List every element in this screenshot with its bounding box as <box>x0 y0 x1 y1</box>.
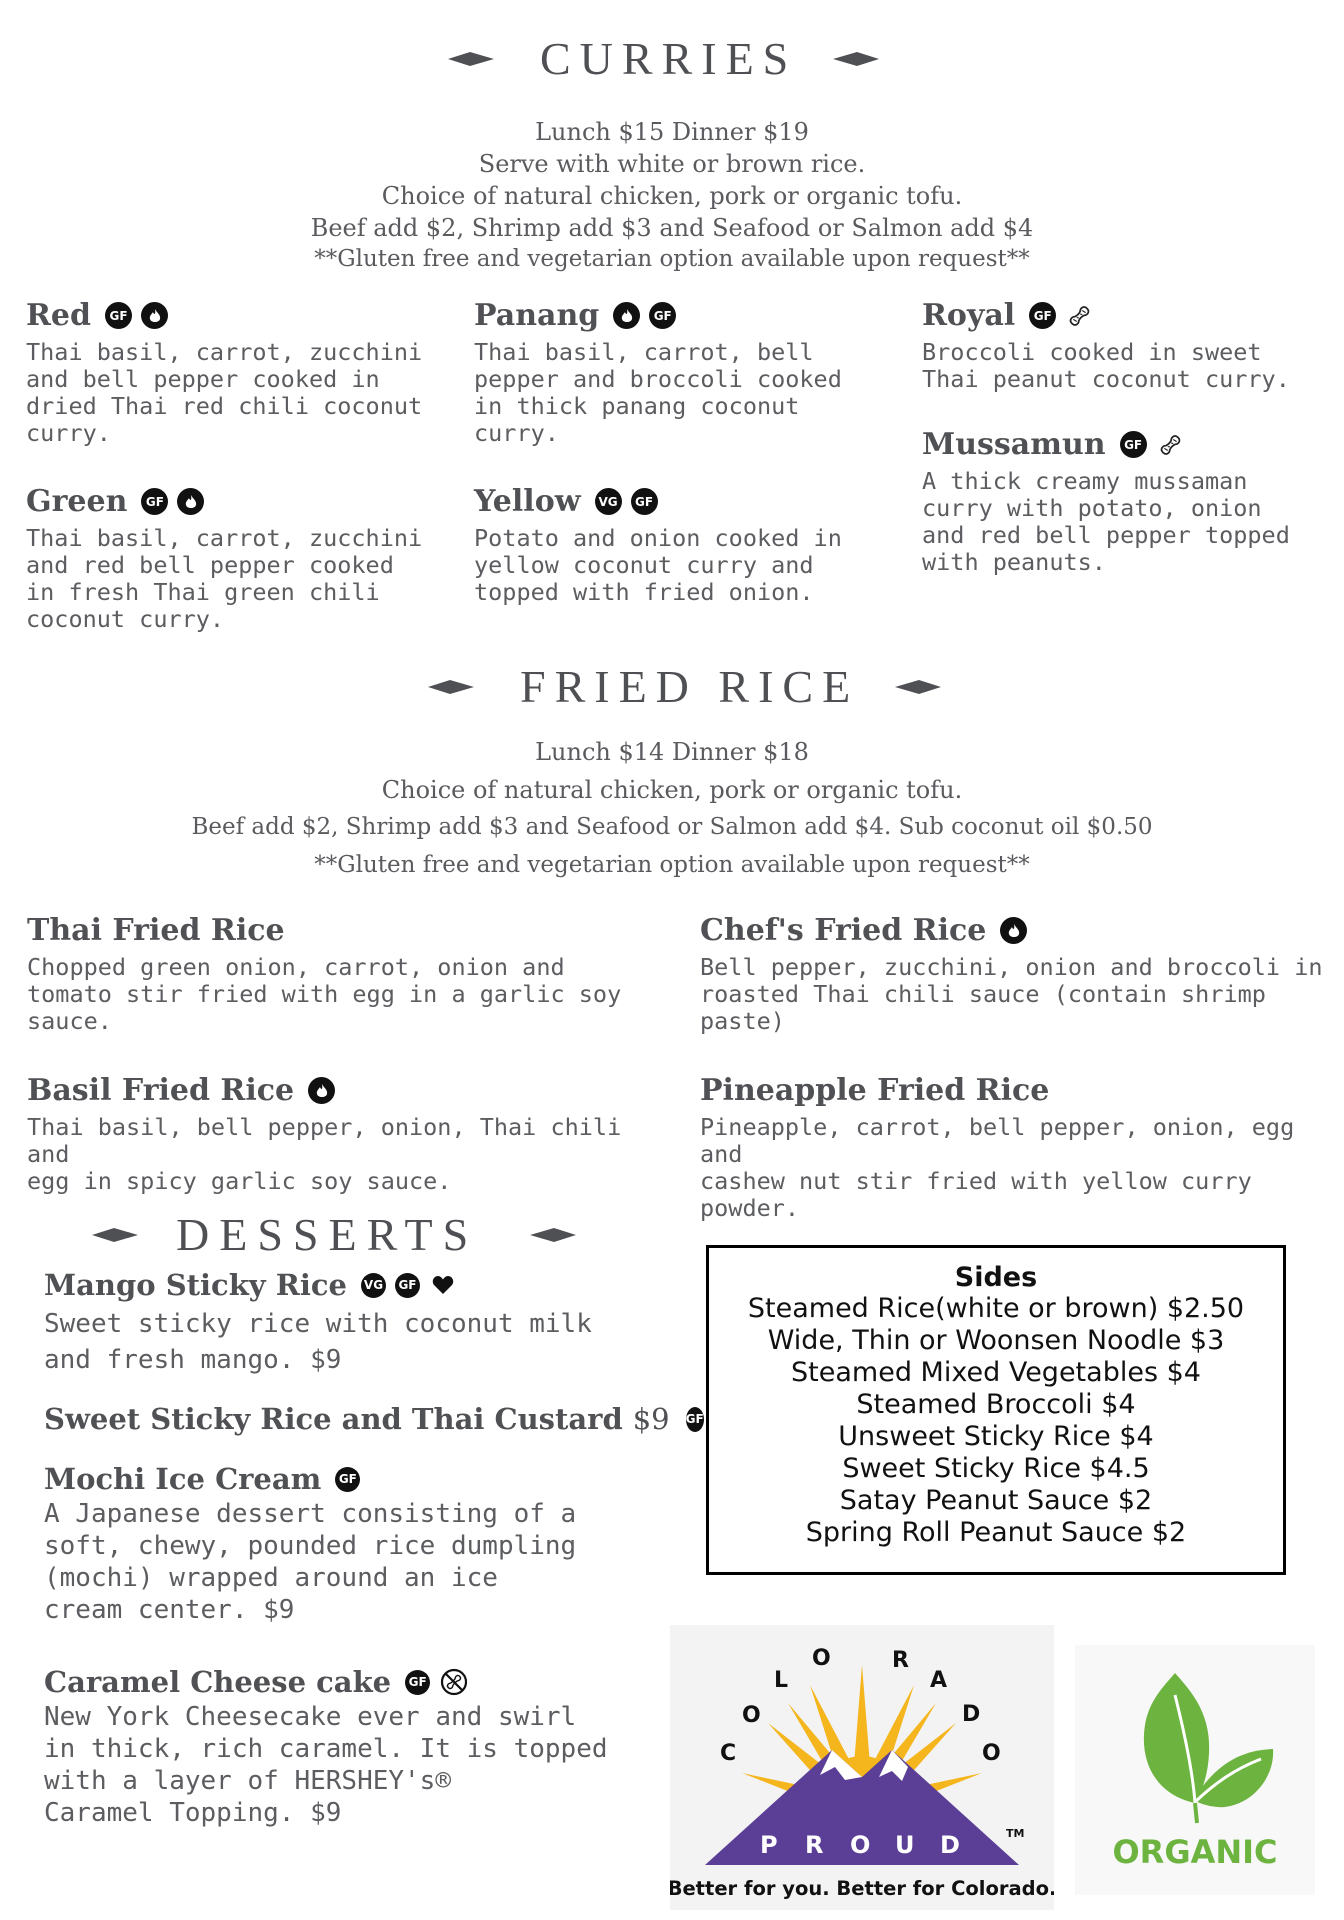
gf-icon: GF <box>631 488 658 515</box>
item-name: Caramel Cheese cake <box>44 1665 392 1699</box>
curry-item-mussamun <box>922 427 1332 576</box>
intro-line: Lunch $14 Dinner $18 <box>535 738 809 766</box>
item-desc: Thai basil, carrot, zucchini and red bell pepper cooked in fresh Thai green chili coconut curry. <box>26 524 423 633</box>
colorado-letter: L <box>774 1668 789 1693</box>
spicy-icon <box>141 302 168 329</box>
item-price: $9 <box>632 1402 670 1436</box>
gf-icon: GF <box>141 488 168 515</box>
dessert-item-custard <box>44 1402 704 1436</box>
item-desc: Thai basil, bell pepper, onion, Thai chili and egg in spicy garlic soy sauce. <box>27 1113 622 1195</box>
intro-line: Choice of natural chicken, pork or organic tofu. <box>381 776 963 804</box>
item-name: Red <box>26 298 91 333</box>
proud-letter: P <box>760 1831 778 1859</box>
item-name: Chef's Fried Rice <box>700 913 987 948</box>
item-name: Sweet Sticky Rice and Thai Custard <box>44 1402 623 1436</box>
organic-label: ORGANIC <box>1112 1833 1278 1871</box>
item-desc: Bell pepper, zucchini, onion and broccoli in roasted Thai chili sauce (contain shrimp paste) <box>700 953 1323 1035</box>
organic-leaves-icon <box>1075 1645 1315 1895</box>
colorado-letter: O <box>982 1741 1001 1766</box>
item-desc: Thai basil, carrot, bell pepper and broccoli cooked in thick panang coconut curry. <box>474 338 842 447</box>
colorado-proud-logo <box>670 1625 1054 1910</box>
fried-rice-item-basil <box>27 1073 677 1195</box>
colorado-letter: D <box>962 1702 981 1727</box>
colorado-letter: O <box>742 1703 761 1728</box>
side-item: Steamed Rice(white or brown) $2.50 <box>747 1293 1245 1324</box>
left-arrow-ornament-icon <box>92 1224 138 1246</box>
dessert-item-mango-sticky-rice <box>44 1268 664 1378</box>
item-desc: A thick creamy mussaman curry with potato, onion and red bell pepper topped with peanuts. <box>922 467 1290 576</box>
fried-rice-heading <box>428 661 941 712</box>
gf-icon: GF <box>649 302 676 329</box>
fried-rice-item-thai <box>27 913 677 1035</box>
intro-line: Serve with white or brown rice. <box>478 150 866 178</box>
left-arrow-ornament-icon <box>448 48 494 70</box>
gf-icon: GF <box>335 1467 360 1492</box>
side-item: Spring Roll Peanut Sauce $2 <box>805 1517 1187 1548</box>
item-desc: A Japanese dessert consisting of a soft, chewy, pounded rice dumpling (mochi) wrapped around an ice cream center. $9 <box>44 1499 577 1625</box>
intro-line: **Gluten free and vegetarian option available upon request** <box>314 852 1030 878</box>
side-item: Steamed Mixed Vegetables $4 <box>791 1357 1201 1388</box>
item-name: Mussamun <box>922 427 1106 462</box>
side-item: Wide, Thin or Woonsen Noodle $3 <box>767 1325 1225 1356</box>
proud-letter: U <box>895 1831 915 1859</box>
spicy-icon <box>1000 917 1027 944</box>
gf-icon: GF <box>105 302 132 329</box>
intro-line: **Gluten free and vegetarian option available upon request** <box>314 246 1030 272</box>
item-name: Basil Fried Rice <box>27 1073 295 1108</box>
peanut-icon <box>1156 430 1185 459</box>
item-name: Royal <box>922 298 1016 333</box>
side-item: Sweet Sticky Rice $4.5 <box>842 1453 1150 1484</box>
item-desc: Thai basil, carrot, zucchini and bell pepper cooked in dried Thai red chili coconut curry. <box>26 338 423 447</box>
gf-icon: GF <box>1029 302 1056 329</box>
vg-icon: VG <box>361 1273 386 1298</box>
item-name: Mango Sticky Rice <box>44 1268 347 1302</box>
item-desc: Sweet sticky rice with coconut milk and fresh mango. $9 <box>44 1309 592 1375</box>
side-item: Steamed Broccoli $4 <box>856 1389 1136 1420</box>
curry-item-red <box>26 298 446 447</box>
item-desc: New York Cheesecake ever and swirl in thick, rich caramel. It is topped with a layer of HERSHEY's® Caramel Topping. $9 <box>44 1702 608 1828</box>
fried-rice-item-chefs <box>700 913 1340 1035</box>
proud-letter: R <box>805 1831 824 1859</box>
gf-icon: GF <box>686 1407 704 1432</box>
organic-logo <box>1075 1645 1315 1895</box>
fried-rice-item-pineapple <box>700 1073 1340 1222</box>
item-name: Green <box>26 484 128 519</box>
intro-line: Beef add $2, Shrimp add $3 and Seafood or Salmon add $4. Sub coconut oil $0.50 <box>191 814 1153 840</box>
colorado-proud-graphic <box>670 1625 1054 1910</box>
colorado-tagline: Better for you. Better for Colorado. <box>670 1877 1054 1900</box>
intro-line: Lunch $15 Dinner $19 <box>535 118 809 146</box>
desserts-heading <box>92 1209 576 1260</box>
curry-item-royal <box>922 298 1322 393</box>
item-name: Yellow <box>474 484 581 519</box>
heart-icon <box>429 1271 458 1300</box>
gf-icon: GF <box>405 1670 430 1695</box>
sides-box <box>706 1245 1286 1575</box>
left-arrow-ornament-icon <box>428 676 474 698</box>
trademark-mark: TM <box>1006 1827 1025 1840</box>
desserts-title: DESSERTS <box>176 1209 479 1260</box>
colorado-letter: O <box>812 1646 831 1671</box>
colorado-letter: C <box>720 1741 737 1766</box>
dessert-item-cheesecake <box>44 1665 664 1829</box>
side-item: Unsweet Sticky Rice $4 <box>838 1421 1154 1452</box>
right-arrow-ornament-icon <box>833 48 879 70</box>
no-peanut-icon <box>439 1668 468 1697</box>
sides-title: Sides <box>954 1262 1038 1293</box>
gf-icon: GF <box>1120 431 1147 458</box>
fried-rice-intro <box>0 738 1344 890</box>
gf-icon: GF <box>395 1273 420 1298</box>
proud-letter: D <box>940 1831 960 1859</box>
peanut-icon <box>1065 301 1094 330</box>
spicy-icon <box>177 488 204 515</box>
proud-letter: O <box>850 1831 871 1859</box>
curry-item-yellow <box>474 484 894 606</box>
item-name: Thai Fried Rice <box>27 913 285 948</box>
item-desc: Potato and onion cooked in yellow coconut curry and topped with fried onion. <box>474 524 842 606</box>
curries-title: CURRIES <box>540 33 798 84</box>
colorado-letter: A <box>930 1668 948 1693</box>
fried-rice-title: FRIED RICE <box>520 661 860 712</box>
curry-item-green <box>26 484 446 633</box>
item-name: Mochi Ice Cream <box>44 1462 322 1496</box>
vg-icon: VG <box>595 488 622 515</box>
side-item: Satay Peanut Sauce $2 <box>839 1485 1153 1516</box>
colorado-letter: R <box>892 1648 909 1673</box>
spicy-icon <box>613 302 640 329</box>
item-name: Pineapple Fried Rice <box>700 1073 1050 1108</box>
intro-line: Beef add $2, Shrimp add $3 and Seafood or Salmon add $4 <box>310 214 1034 242</box>
item-name: Panang <box>474 298 600 333</box>
item-desc: Pineapple, carrot, bell pepper, onion, egg and cashew nut stir fried with yellow curry powder. <box>700 1113 1295 1222</box>
intro-line: Choice of natural chicken, pork or organic tofu. <box>381 182 963 210</box>
right-arrow-ornament-icon <box>895 676 941 698</box>
right-arrow-ornament-icon <box>530 1224 576 1246</box>
curry-item-panang <box>474 298 894 447</box>
item-desc: Chopped green onion, carrot, onion and tomato stir fried with egg in a garlic soy sauce. <box>27 953 622 1035</box>
dessert-item-mochi <box>44 1462 664 1626</box>
spicy-icon <box>308 1077 335 1104</box>
curries-intro <box>0 118 1344 278</box>
curries-heading <box>448 33 879 84</box>
item-desc: Broccoli cooked in sweet Thai peanut coconut curry. <box>922 338 1290 393</box>
